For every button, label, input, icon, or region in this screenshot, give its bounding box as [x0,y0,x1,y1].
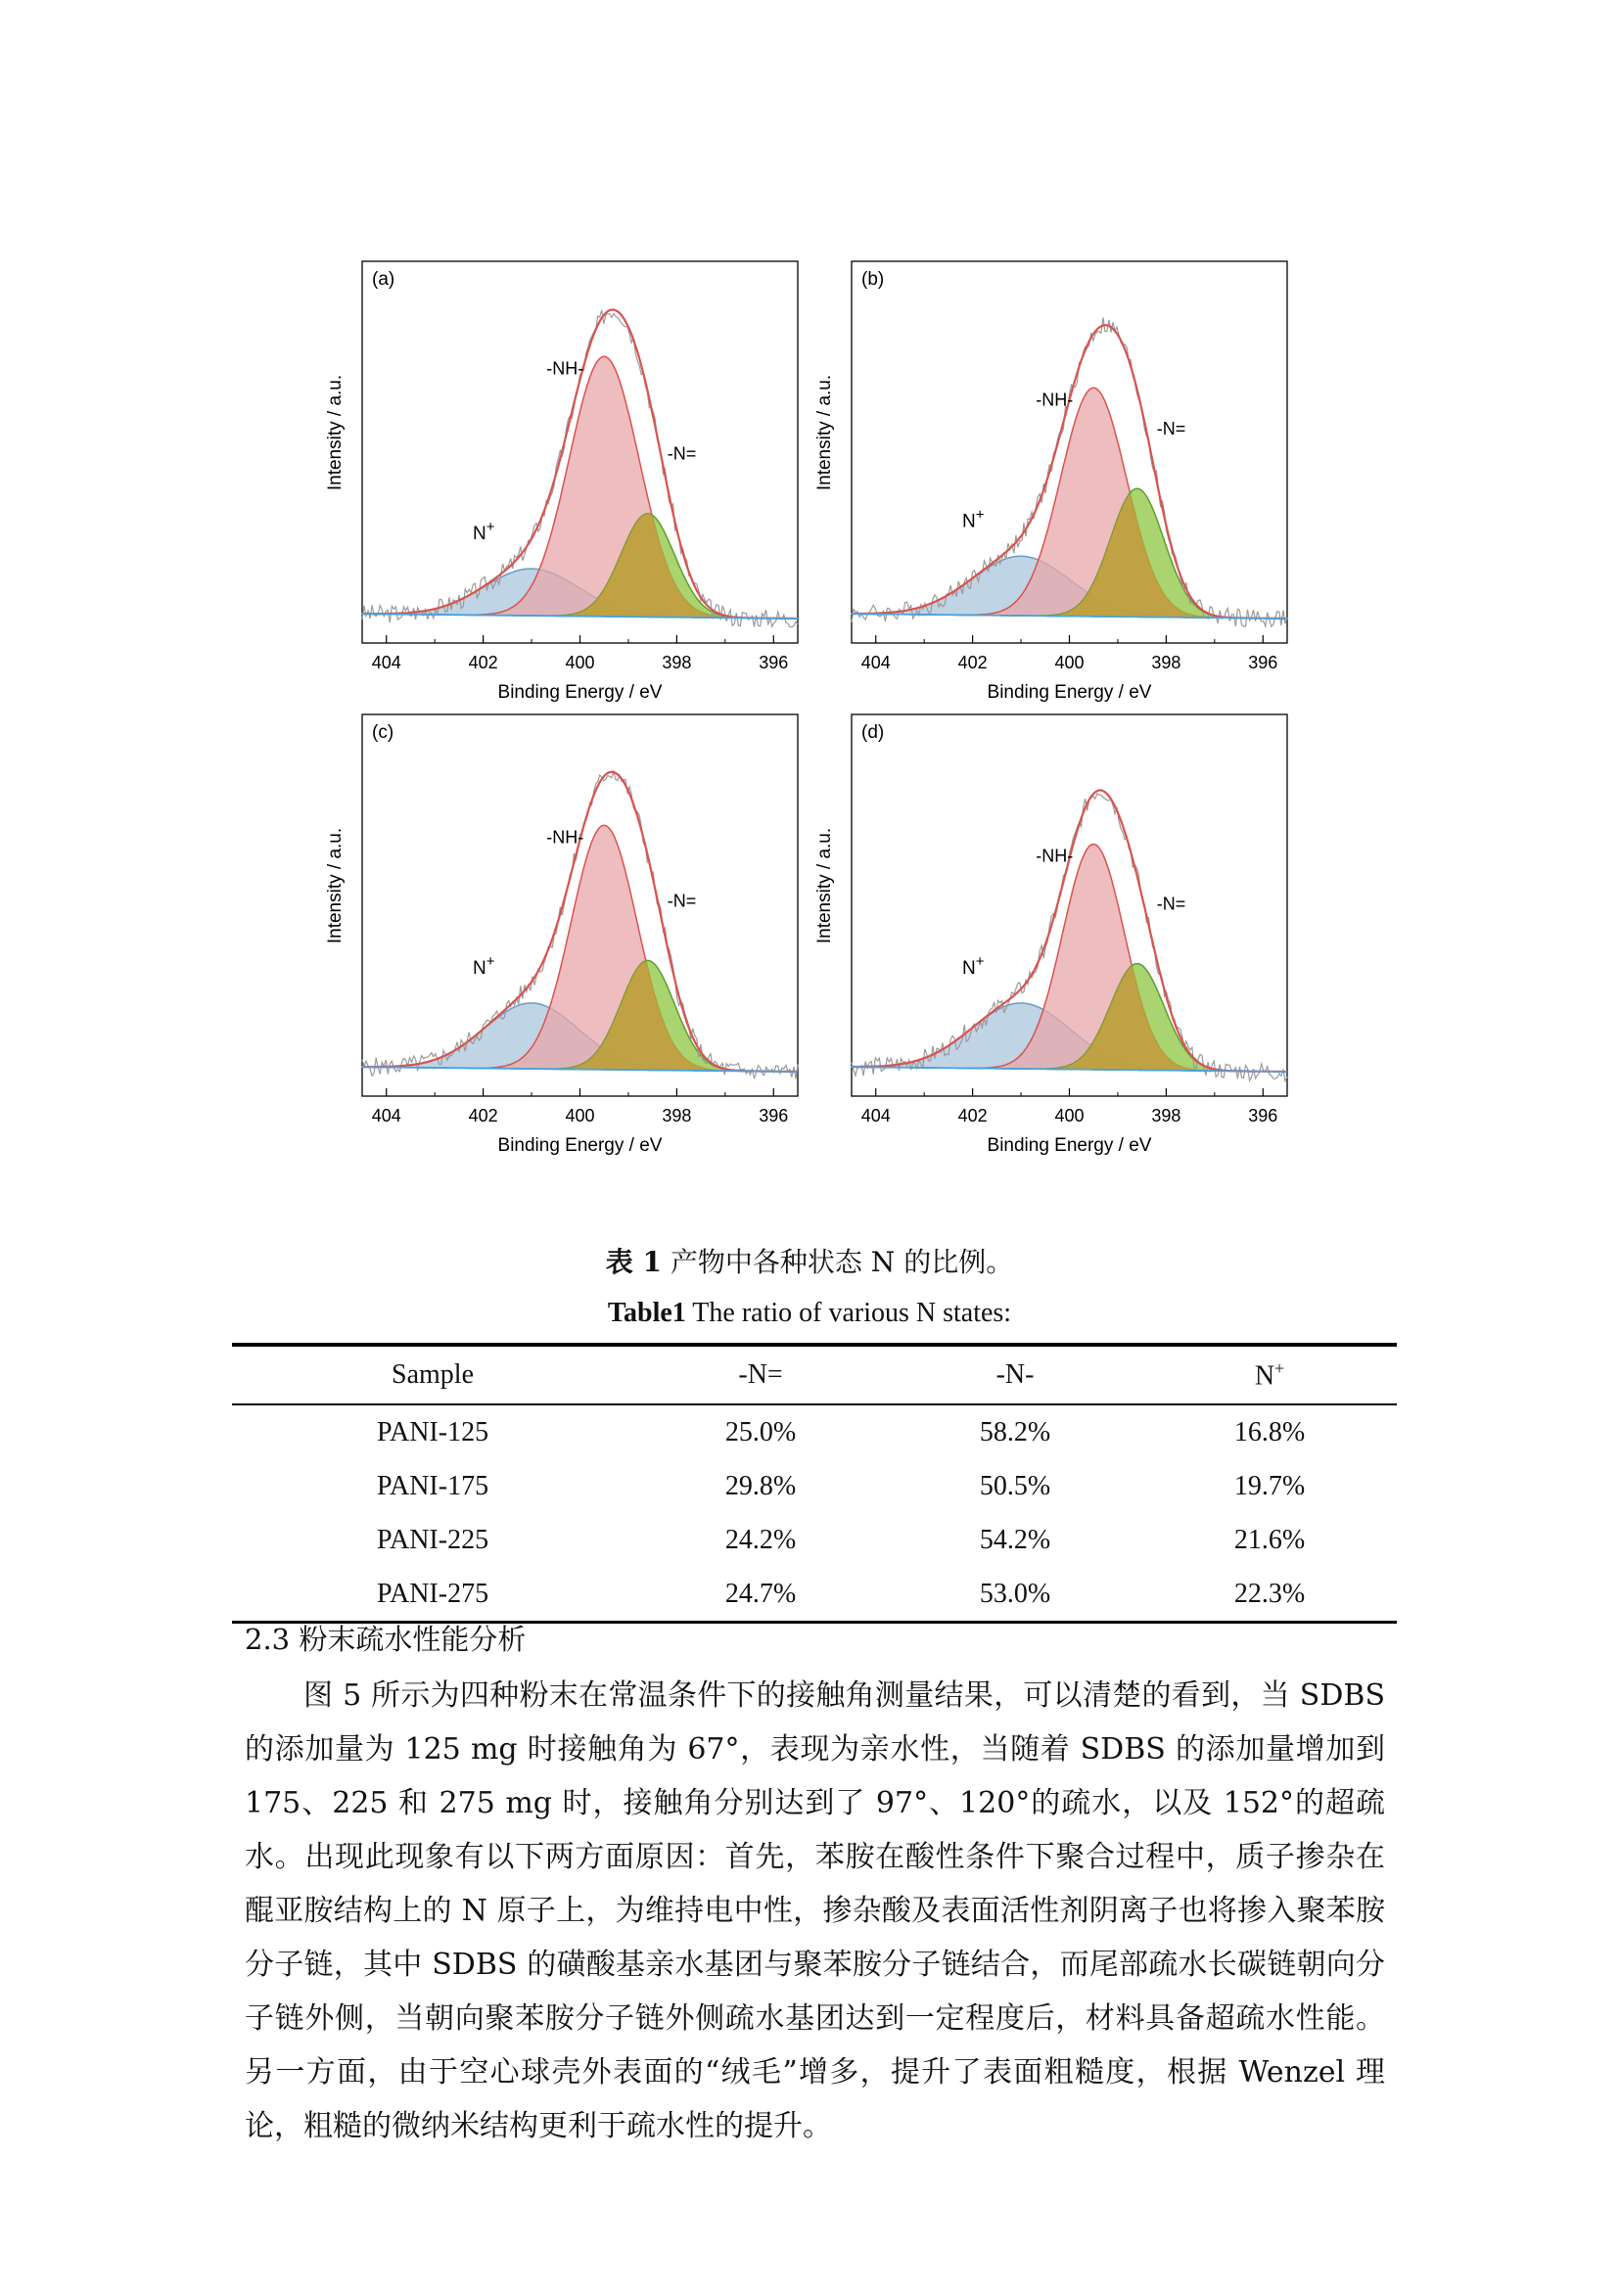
peak-nh-area [362,825,798,1072]
xps-panel-b [814,261,1287,703]
x-tick-label: 402 [468,653,498,672]
x-axis-label: Binding Energy / eV [497,682,663,703]
label-n-eq: -N= [667,443,697,464]
table-cell: 24.7% [724,1578,797,1609]
y-axis-label: Intensity / a.u. [814,827,835,944]
x-tick-label: 404 [371,1106,401,1125]
label-n-plus: N+ [473,519,495,545]
table-cell: PANI-175 [376,1470,489,1501]
table-caption-cn-text: 产物中各种状态 N 的比例。 [670,1246,1014,1278]
xps-figure [313,250,1312,1170]
y-axis-label: Intensity / a.u. [814,374,835,491]
x-tick-label: 404 [860,1106,891,1125]
x-axis-label: Binding Energy / eV [497,1135,663,1156]
label-n-plus: N+ [473,952,495,979]
peak-nh-area [852,845,1287,1073]
xps-panel-d [814,714,1287,1156]
table-cell: 50.5% [979,1470,1051,1501]
table-cell: 53.0% [979,1578,1051,1609]
header-n-eq: -N= [738,1359,783,1390]
x-tick-label: 398 [1151,1106,1181,1125]
x-tick-label: 396 [759,1106,789,1125]
table-caption-en-number: Table1 [607,1298,686,1328]
label-nh: -NH- [1036,390,1074,410]
table-cell: 24.2% [724,1524,797,1555]
panel-label: (c) [372,722,394,743]
table-row [232,1513,1397,1567]
header-n-plus [1142,1345,1397,1404]
x-tick-label: 400 [565,1106,595,1125]
table-cell: 25.0% [724,1416,797,1447]
x-tick-label: 396 [1248,653,1278,672]
table-cell: PANI-275 [376,1578,489,1609]
table-cell: 19.7% [1233,1470,1306,1501]
label-nh: -NH- [546,358,584,379]
table-cell: 22.3% [1233,1578,1306,1609]
header-sample: Sample [392,1359,475,1390]
x-tick-label: 402 [957,653,988,672]
label-n-eq: -N= [1156,419,1186,439]
x-tick-label: 400 [1054,1106,1085,1125]
table-caption-en [0,1298,1619,1329]
panel-label: (b) [861,269,885,290]
label-n-eq: -N= [1156,894,1186,914]
table-cell: 21.6% [1233,1524,1306,1555]
table-cell: PANI-225 [376,1524,489,1555]
x-tick-label: 396 [1248,1106,1278,1125]
label-n-plus: N+ [962,952,985,979]
x-tick-label: 404 [371,653,401,672]
x-tick-label: 398 [1151,653,1181,672]
x-tick-label: 402 [468,1106,498,1125]
section-body [245,1613,1385,2153]
xps-panel-c [325,714,798,1156]
label-n-eq: -N= [667,891,697,911]
table-cell: 16.8% [1233,1416,1306,1447]
table-caption-en-text: The ratio of various N states: [692,1298,1012,1328]
label-nh: -NH- [1036,846,1074,866]
x-tick-label: 398 [662,653,692,672]
x-tick-label: 400 [1054,653,1085,672]
table-row [232,1404,1397,1459]
x-axis-label: Binding Energy / eV [987,682,1152,703]
panel-label: (d) [861,722,885,743]
table-cell: 54.2% [979,1524,1051,1555]
table-cell: PANI-125 [376,1416,489,1447]
x-tick-label: 396 [759,653,789,672]
section-heading: 2.3 粉末疏水性能分析 [245,1623,527,1656]
table-caption-cn [0,1241,1619,1280]
x-tick-label: 402 [957,1106,988,1125]
peak-nh-area [852,388,1287,619]
xps-panel-a [325,261,798,703]
panel-label: (a) [372,269,395,290]
table-caption-cn-number: 表 1 [605,1246,662,1278]
header-n: -N- [995,1359,1035,1390]
x-tick-label: 400 [565,653,595,672]
y-axis-label: Intensity / a.u. [325,374,346,491]
table-cell: 58.2% [979,1416,1051,1447]
n-state-ratio-table [232,1343,1397,1624]
header-n-plus-base: N [1254,1360,1275,1392]
peak-nh-area [362,356,798,619]
label-n-plus: N+ [962,506,985,532]
y-axis-label: Intensity / a.u. [325,827,346,944]
x-tick-label: 398 [662,1106,692,1125]
table-row [232,1459,1397,1513]
x-axis-label: Binding Energy / eV [987,1135,1152,1156]
label-nh: -NH- [546,827,584,848]
header-n-plus-sup: + [1274,1357,1285,1378]
x-tick-label: 404 [860,653,891,672]
section-paragraph: 图 5 所示为四种粉末在常温条件下的接触角测量结果，可以清楚的看到，当 SDBS 的添加量为 125 mg 时接触角为 67°，表现为亲水性，当随着 SDBS 的添加量增加到 175、225 和 275 mg 时，接触角分别达到了 97°、120°的疏水，以及 152°的超疏水。出现此现象有以下两方面原因：首先，苯胺在酸性条件下聚合过程中，质子掺杂在醌亚胺结构上的 N 原子上，为维持电中性，掺杂酸及表面活性剂阴离子也将掺入聚苯胺分子链，其中 SDBS 的磺酸基亲水基团与聚苯胺分子链结合，而尾部疏水长碳链朝向分子链外侧，当朝向聚苯胺分子链外侧疏水基团达到一定程度后，材料具备超疏水性能。另一方面，由于空心球壳外表面的“绒毛”增多，提升了表面粗糙度，根据 Wenzel 理论，粗糙的微纳米结构更利于疏水性的提升。 [245,1678,1385,2143]
table-cell: 29.8% [724,1470,797,1501]
table-header-row [232,1345,1397,1404]
